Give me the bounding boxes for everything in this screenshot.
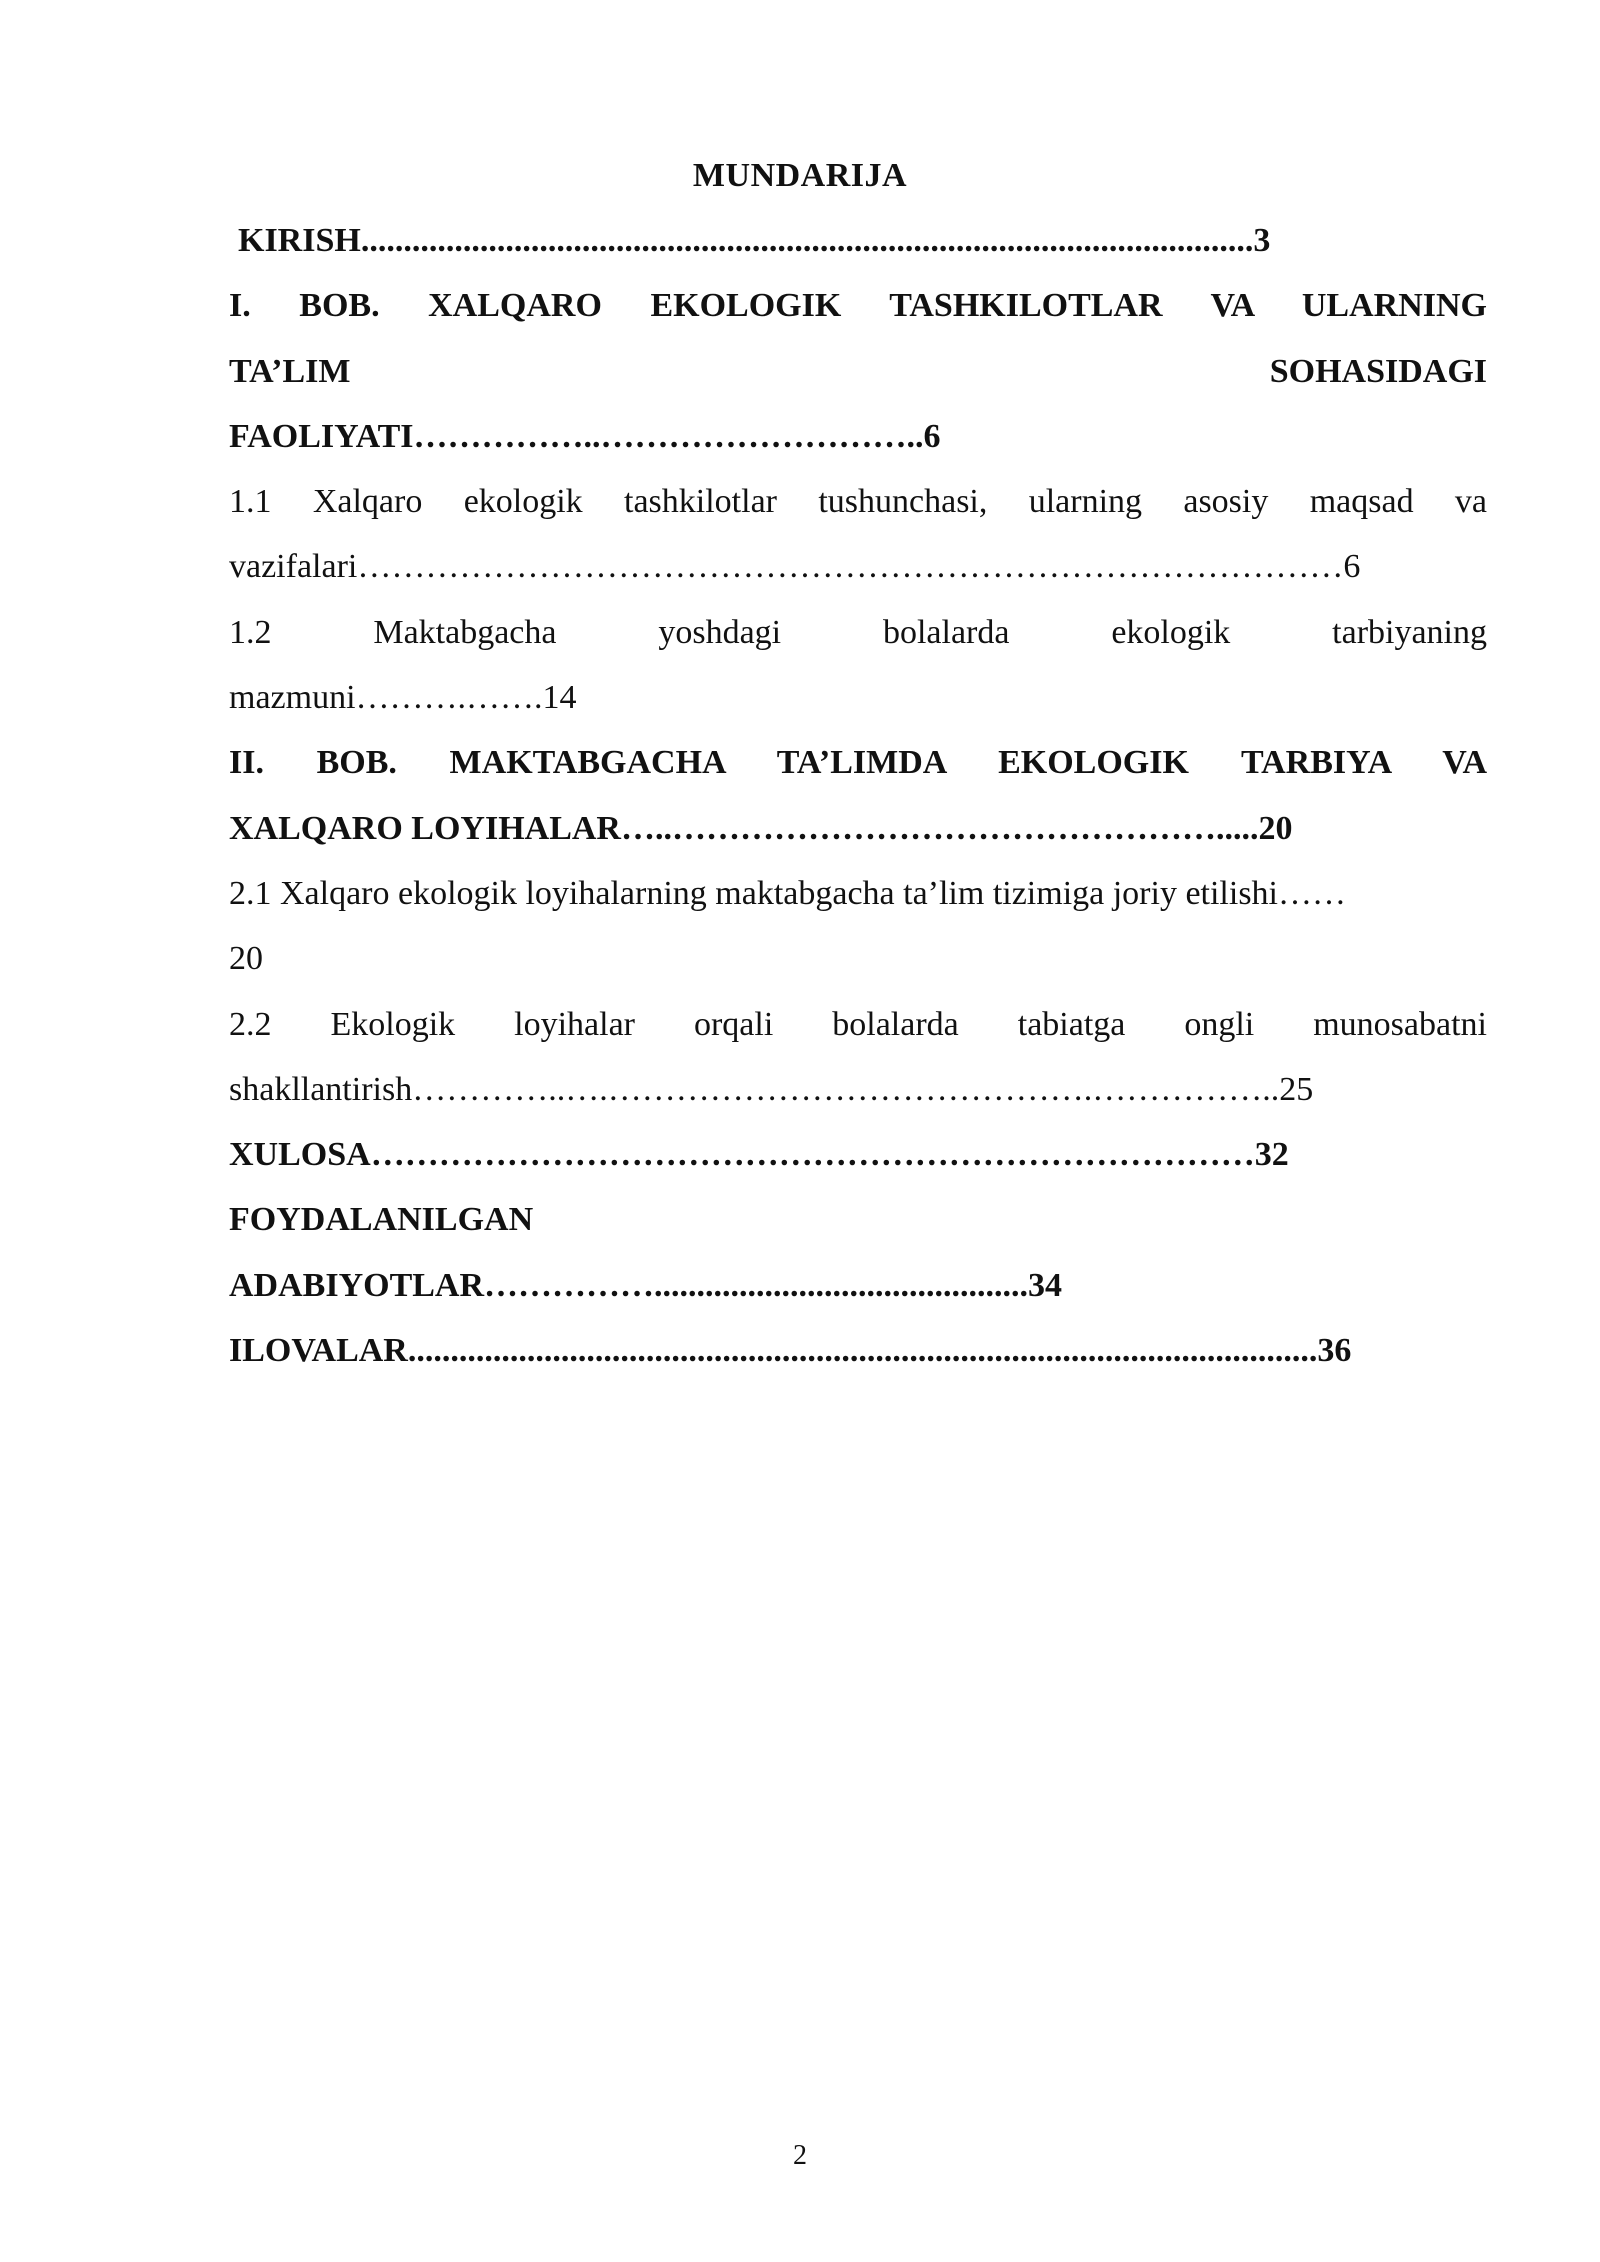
- toc-title: MUNDARIJA: [692, 157, 908, 194]
- toc-chapter-2-heading-line-1: II. BOB. MAKTABGACHA TA’LIMDA EKOLOGIK TARBIYA VA: [229, 744, 1487, 782]
- toc-section-2-1-line-1: 2.1 Xalqaro ekologik loyihalarning maktabgacha ta’lim tizimiga joriy etilishi……: [229, 874, 1347, 912]
- toc-section-1-1-line-2: vazifalari……………………………………………………………………………6: [229, 548, 1361, 586]
- toc-section-2-2-line-2: shakllantirish…………..….…………………………………….……………..25: [229, 1070, 1314, 1108]
- toc-chapter-1-heading-line-3: FAOLIYATI……………..………………………..6: [229, 417, 941, 455]
- toc-section-1-2-line-1: 1.2 Maktabgacha yoshdagi bolalarda ekologik tarbiyaning: [229, 613, 1487, 651]
- toc-chapter-1-heading-line-1: I. BOB. XALQARO EKOLOGIK TASHKILOTLAR VA ULARNING: [229, 287, 1487, 325]
- toc-section-2-2-line-1: 2.2 Ekologik loyihalar orqali bolalarda tabiatga ongli munosabatni: [229, 1005, 1487, 1043]
- toc-entry-kirish: KIRISH.........................................................................................................3: [238, 222, 1271, 259]
- page-number: 2: [793, 2140, 807, 2171]
- toc-chapter-1-heading-line-2: TA’LIM SOHASIDAGI: [229, 352, 1487, 390]
- toc-section-1-1-line-1: 1.1 Xalqaro ekologik tashkilotlar tushunchasi, ularning asosiy maqsad va: [229, 483, 1487, 521]
- toc-section-1-2-line-2: mazmuni……….…….14: [229, 679, 577, 717]
- toc-entry-references-line-1: FOYDALANILGAN: [229, 1201, 534, 1239]
- toc-chapter-2-heading-line-2: XALQARO LOYIHALAR…..………………………………………….....20: [229, 809, 1293, 847]
- table-of-contents: [229, 208, 1487, 1383]
- toc-entry-references-line-2: ADABIYOTLAR……………............................................34: [229, 1266, 1063, 1304]
- toc-entry-xulosa: XULOSA……………………………………………………………………32: [229, 1136, 1289, 1174]
- toc-entry-ilovalar: ILOVALAR...........................................................................................................36: [229, 1332, 1352, 1370]
- toc-section-2-1-line-2: 20: [229, 940, 263, 978]
